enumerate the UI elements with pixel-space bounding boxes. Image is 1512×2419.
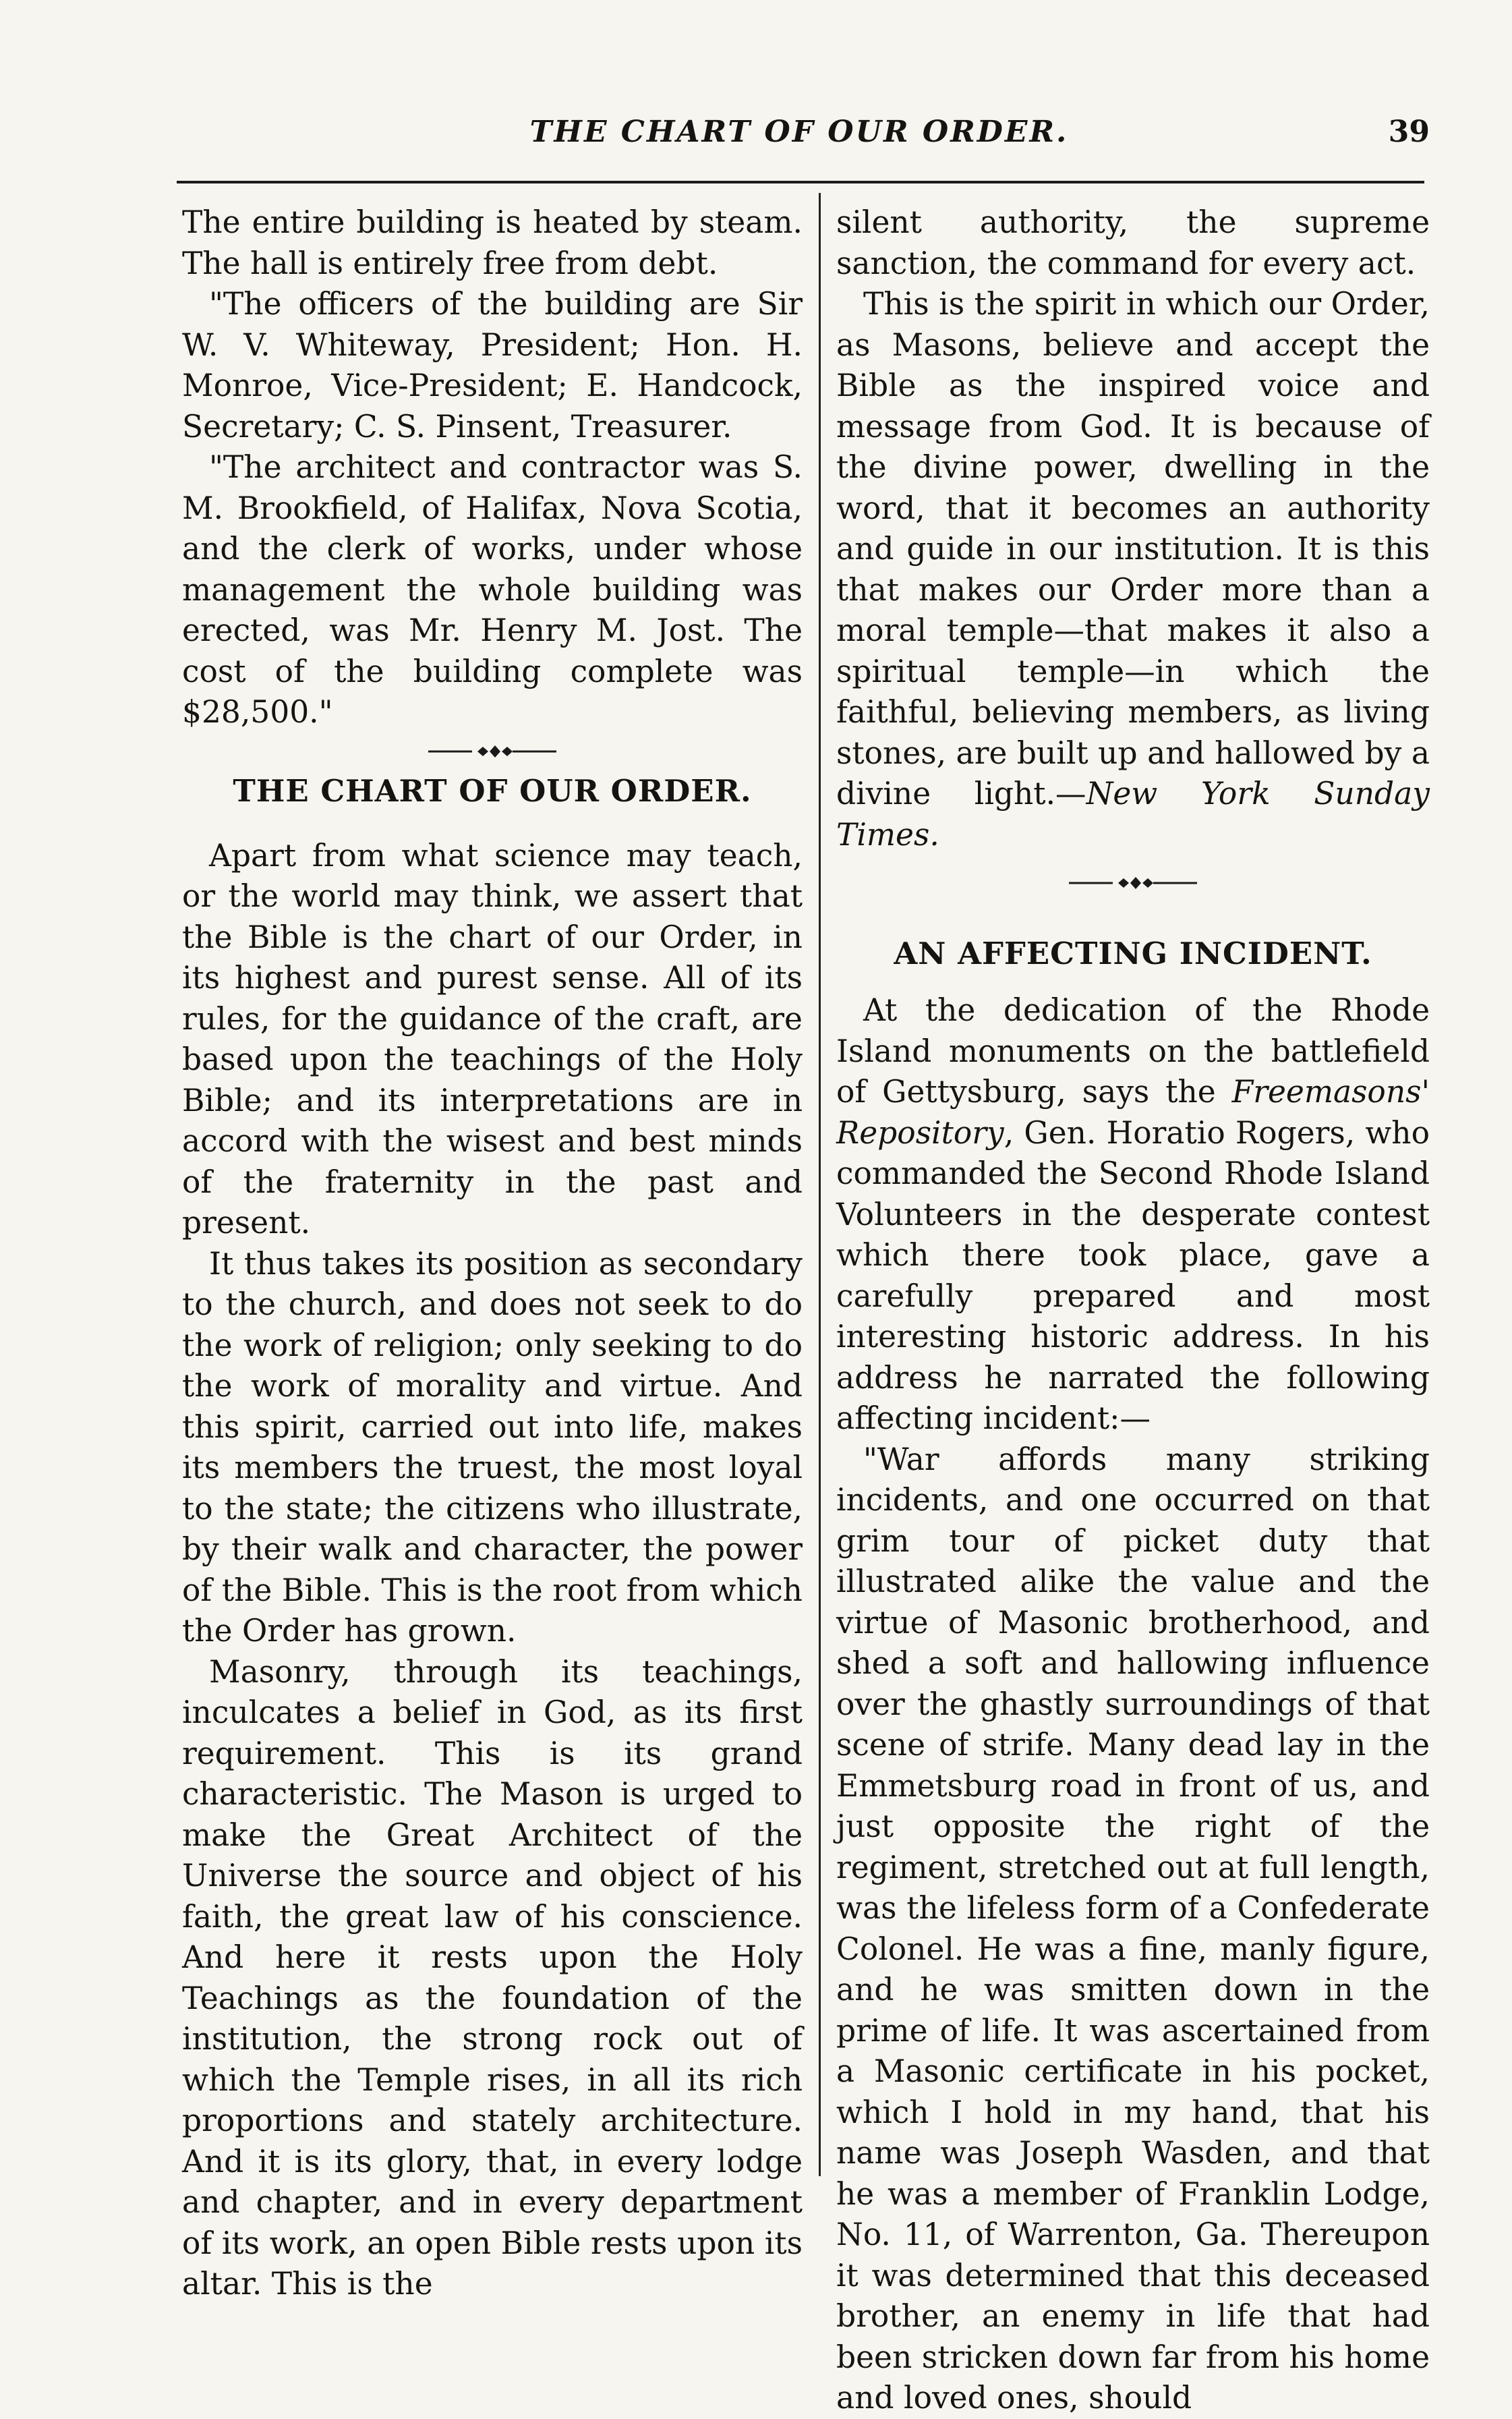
article-paragraph: "The architect and contractor was S. M. Brookfield, of Halifax, Nova Scotia, and the clerk of works, under whose management the whole building was erected, was Mr. Henry M. Jost. The cost of the building complete was $28,500." [182,449,803,730]
section-ornament [1066,873,1200,893]
section-heading: THE CHART OF OUR ORDER. [233,772,752,809]
header-rule [177,181,1424,183]
article-paragraph [836,202,1430,284]
right-column [836,202,1430,2419]
section-heading: AN AFFECTING INCIDENT. [894,936,1372,971]
page-number: 39 [1388,115,1430,149]
paragraph-text: , Gen. Horatio Rogers, who commanded the Second Rhode Island Volunteers in the desperate contest which there took place, gave a carefully prepared and most interesting historic address. In his address he narrated the following affecting incident:— [836,1114,1430,1436]
paragraph-text: silent authority, the supreme sanction, the command for every act. [836,204,1430,281]
article-paragraph: Masonry, through its teachings, inculcates a belief in God, as its first requirement. This is its grand characteristic. The Mason is urged to make the Great Architect of the Universe the source and object of his faith, the great law of his conscience. And here it rests upon the Holy Teachings as the foundation of the institution, the strong rock out of which the Temple rises, in all its rich proportions and stately architecture. And it is its glory, that, in every lodge and chapter, and in every department of its work, an open Bible rests upon its altar. This is the [182,1653,803,2302]
paragraph-text: At the dedication of the Rhode Island monuments on the battlefield of Gettysburg, says the [836,992,1430,1110]
article-paragraph: "War affords many striking incidents, and one occurred on that grim tour of picket duty that illustrated alike the value and the virtue of Masonic brotherhood, and shed a soft and hallowing influence over the ghastly surroundings of that scene of strife. Many dead lay in the Emmetsburg road in front of us, and just opposite the right of the regiment, stretched out at full length, was the lifeless form of a Confederate Colonel. He was a fine, manly figure, and he was smitten down in the prime of life. It was ascertained from a Masonic certificate in his pocket, which I hold in my hand, that his name was Joseph Wasden, and that he was a member of Franklin Lodge, No. 11, of Warrenton, Ga. Thereupon it was determined that this deceased brother, an enemy in life that had been stricken down far from his home and loved ones, should [836,1441,1430,2416]
column-divider [819,193,821,2176]
running-head [169,115,1430,155]
paragraph-text: This is the spirit in which our Order, as Masons, believe and accept the Bible as the inspired voice and message from God. It is because of the divine power, dwelling in the word, that it becomes an authority and guide in our institution. It is this that makes our Order more than a moral temple—that makes it also a spiritual temple—in which the faithful, believing members, as living stones, are built up and hallowed by a divine light.— [836,286,1430,812]
left-column [182,202,803,2305]
article-paragraph [836,990,1430,1440]
article-paragraph: "The officers of the building are Sir W. V. Whiteway, President; Hon. H. Monroe, Vice-President; E. Handcock, Secretary; C. S. Pinsent, Treasurer. [182,286,803,445]
article-paragraph [836,284,1430,855]
running-title: THE CHART OF OUR ORDER. [529,115,1069,149]
article-paragraph: Apart from what science may teach, or the world may think, we assert that the Bible is the chart of our Order, in its highest and purest sense. All of its rules, for the guidance of the craft, are based upon the teachings of the Holy Bible; and its interpretations are in accord with the wisest and best minds of the fraternity in the past and present. [182,837,803,1241]
section-ornament [425,741,560,762]
article-paragraph: It thus takes its position as secondary to the church, and does not seek to do the work of religion; only seeking to do the work of morality and virtue. And this spirit, carried out into life, makes its members the truest, the most loyal to the state; the citizens who illustrate, by their walk and character, the power of the Bible. This is the root from which the Order has grown. [182,1245,803,1649]
source-citation: Freemasons' Repository [836,1074,1430,1151]
source-citation: New York Sunday Times. [836,776,1430,853]
article-paragraph: The entire building is heated by steam. The hall is entirely free from debt. [182,204,803,281]
